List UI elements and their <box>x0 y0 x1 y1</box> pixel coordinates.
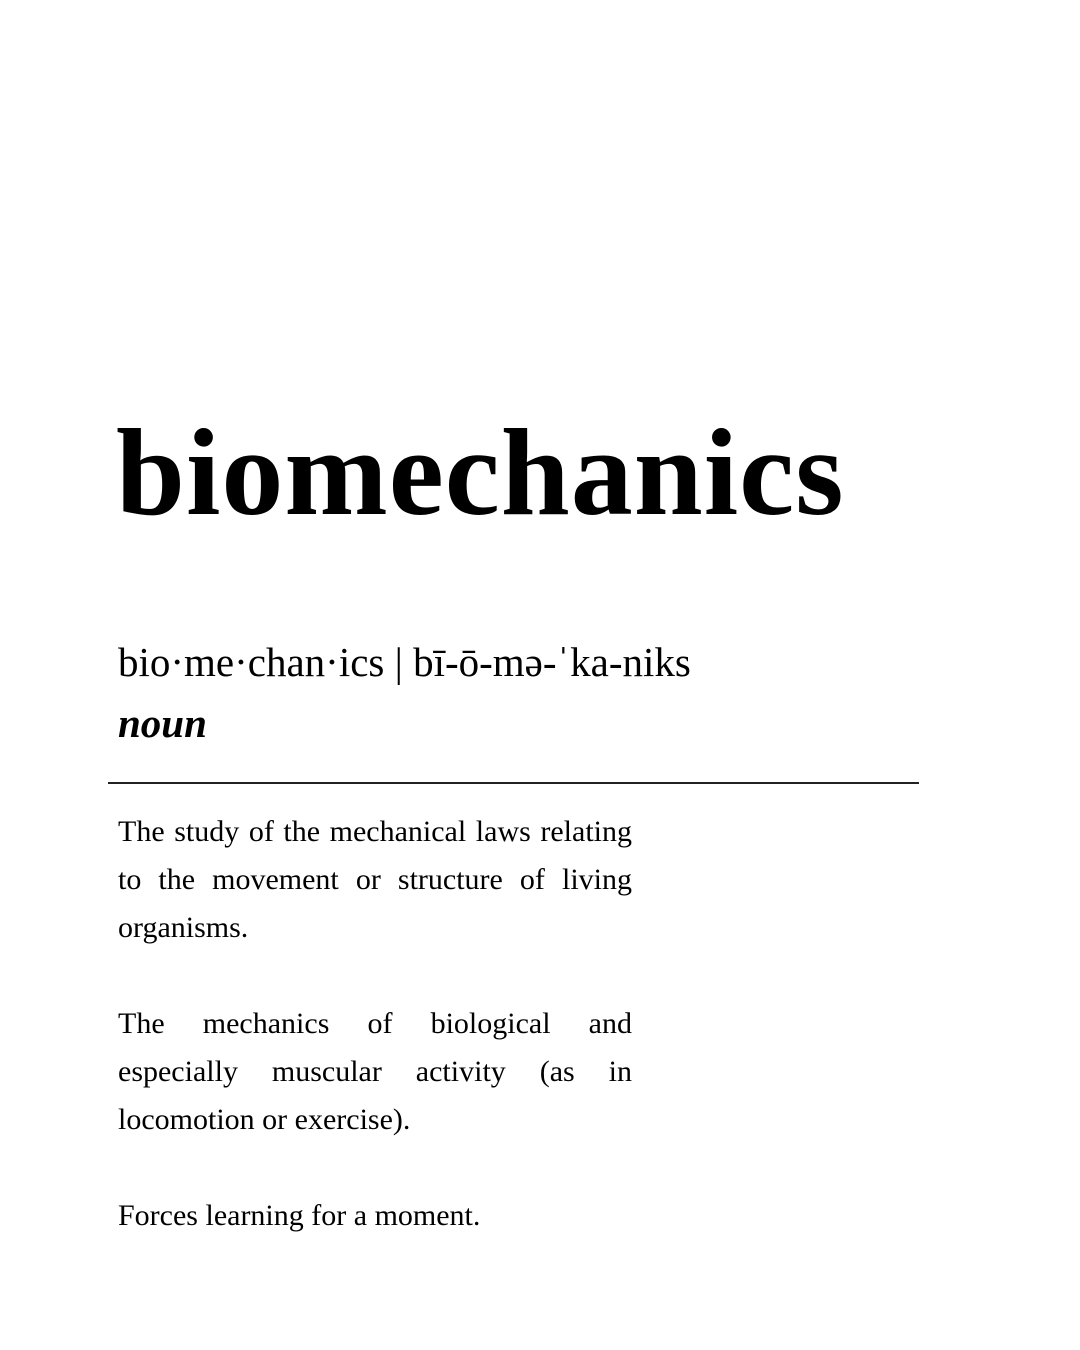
part-of-speech: noun <box>118 700 207 746</box>
definition-3: Forces learning for a moment. <box>118 1199 481 1232</box>
definition-2: The mechanics of biological and especially muscular activity (as in locomotion or exercise). <box>118 1007 632 1136</box>
pronunciation: bio·me·chan·ics | bī-ō-mə-ˈka-niks <box>118 639 691 685</box>
headword: biomechanics <box>116 404 845 541</box>
definition-1: The study of the mechanical laws relating to the movement or structure of living organisms. <box>118 815 632 944</box>
definitions <box>118 808 632 1288</box>
divider <box>108 782 919 784</box>
